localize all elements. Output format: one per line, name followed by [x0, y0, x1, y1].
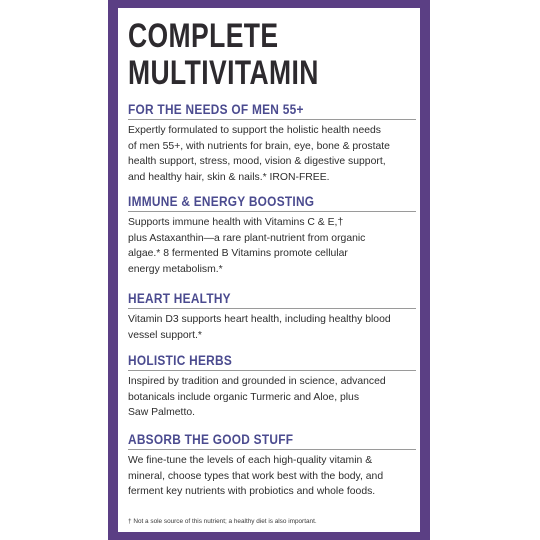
body-line: Expertly formulated to support the holistic health needs — [128, 125, 381, 136]
section-needs-of-men — [128, 102, 416, 185]
body-line: Supports immune health with Vitamins C & E,† — [128, 217, 344, 228]
body-line: ferment key nutrients with probiotics and whole foods. — [128, 486, 376, 497]
section-heading: HOLISTIC HERBS — [128, 353, 233, 368]
label-border — [108, 0, 430, 540]
section-divider — [128, 308, 416, 309]
section-divider — [128, 211, 416, 212]
section-divider — [128, 370, 416, 371]
body-line: botanicals include organic Turmeric and Aloe, plus — [128, 391, 360, 403]
body-line: Vitamin D3 supports heart health, including healthy blood — [128, 314, 391, 325]
body-line: of men 55+, with nutrients for brain, eye, bone & prostate — [128, 140, 390, 152]
section-body — [128, 123, 416, 185]
section-heart-healthy — [128, 291, 416, 343]
section-heading: HEART HEALTHY — [128, 291, 231, 306]
label-panel — [118, 8, 420, 532]
body-line: Saw Palmetto. — [128, 407, 195, 418]
body-line: vessel support.* — [128, 329, 202, 341]
section-holistic-herbs — [128, 353, 416, 421]
body-line: energy metabolism.* — [128, 263, 223, 275]
body-line: and healthy hair, skin & nails.* IRON-FREE. — [128, 171, 330, 183]
body-line: mineral, choose types that work best with the body, and — [128, 470, 384, 482]
section-absorb-good-stuff — [128, 432, 416, 500]
body-line: plus Astaxanthin—a rare plant-nutrient from organic — [128, 232, 366, 244]
section-divider — [128, 449, 416, 450]
title-line-2: MULTIVITAMIN — [128, 54, 319, 92]
body-line: algae.* 8 fermented B Vitamins promote cellular — [128, 248, 348, 259]
section-body — [128, 312, 416, 343]
title-line-1: COMPLETE — [128, 17, 279, 55]
product-title — [128, 18, 319, 92]
section-heading: IMMUNE & ENERGY BOOSTING — [128, 194, 315, 209]
section-immune-energy — [128, 194, 416, 277]
body-line: We fine-tune the levels of each high-quality vitamin & — [128, 455, 373, 466]
body-line: Inspired by tradition and grounded in science, advanced — [128, 376, 386, 387]
body-line: health support, stress, mood, vision & digestive support, — [128, 156, 386, 167]
footnote: † Not a sole source of this nutrient; a healthy diet is also important. — [128, 518, 317, 525]
section-heading: ABSORB THE GOOD STUFF — [128, 432, 294, 447]
section-divider — [128, 119, 416, 120]
section-body — [128, 453, 416, 500]
section-body — [128, 374, 416, 421]
section-heading: FOR THE NEEDS OF MEN 55+ — [128, 102, 304, 117]
section-body — [128, 215, 416, 277]
